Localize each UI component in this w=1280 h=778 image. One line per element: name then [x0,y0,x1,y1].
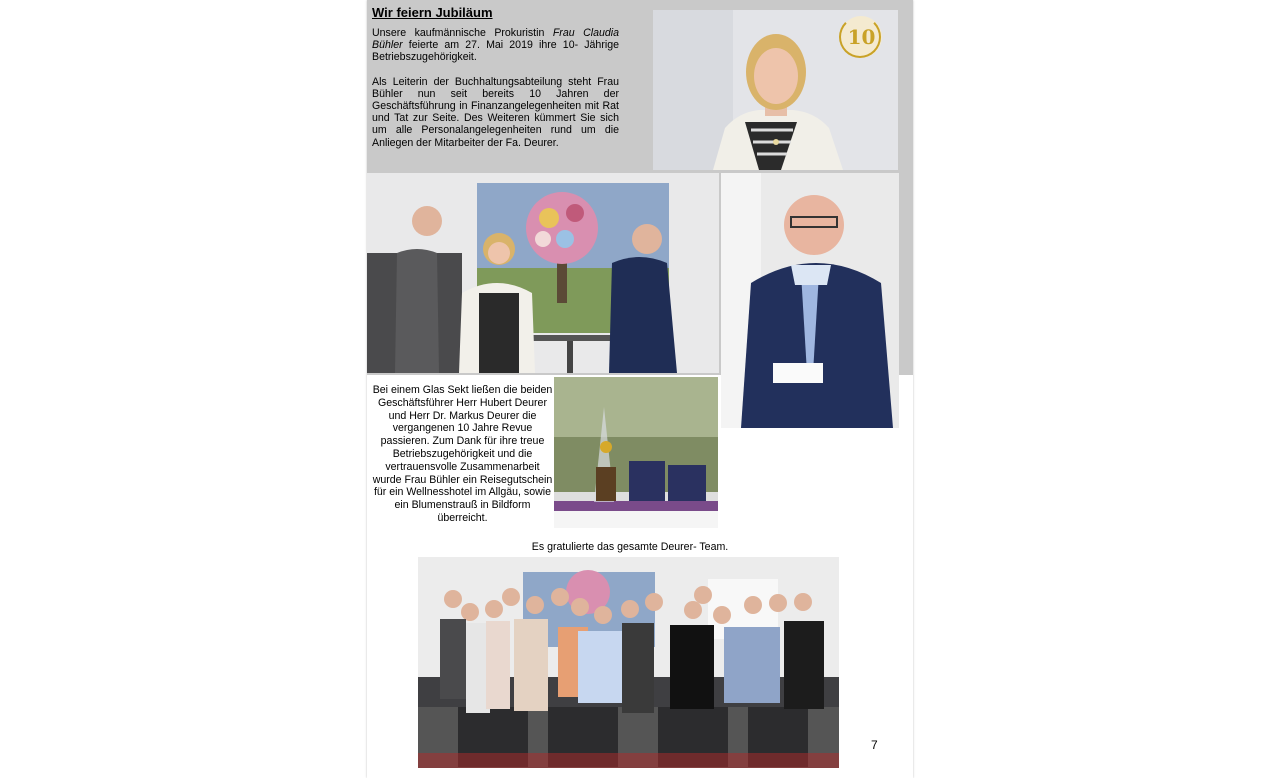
honoree-name: Frau Claudia Bühler [372,27,619,52]
managing-director-photo [721,173,899,428]
handover-photo [367,173,719,373]
page-number: 7 [871,738,878,752]
team-photo [418,557,839,768]
newsletter-page [367,0,913,778]
intro-text-start: Unsere kaufmännische Prokuristin [372,27,553,39]
intro-text [372,27,619,161]
page-title: Wir feiern Jubiläum [372,5,493,20]
gift-photo [554,377,718,528]
intro-paragraph-2: Als Leiterin der Buchhaltungsabteilung steht Frau Bühler nun seit bereits 10 Jahren der Geschäftsführung in Finanzangelegenheiten mit Rat und Tat zur Seite. Des Weiteren kümmert Sie sich um alle Personalangelegenheiten rund um die Anliegen der Mitarbeiter der Fa. Deurer. [372,75,619,149]
portrait-photo [653,10,898,170]
intro-paragraph-1 [372,27,619,64]
badge-number: 10 [847,25,876,49]
intro-text-end: feierte am 27. Mai 2019 ihre 10- Jährige Betriebszugehörigkeit. [372,39,619,64]
event-caption: Bei einem Glas Sekt ließen die beiden Geschäftsführer Herr Hubert Deurer und Herr Dr. Markus Deurer die vergangenen 10 Jahre Revue passieren. Zum Dank für ihre treue Betriebszugehörigkeit und die vertrauensvolle Zusammenarbeit wurde Frau Bühler ein Reisegutschein für ein Wellnesshotel im Allgäu, sowie ein Blumenstrauß in Bildform überreicht. [372,384,553,524]
laurel-icon [839,16,881,58]
closing-line: Es gratulierte das gesamte Deurer- Team. [531,541,729,553]
